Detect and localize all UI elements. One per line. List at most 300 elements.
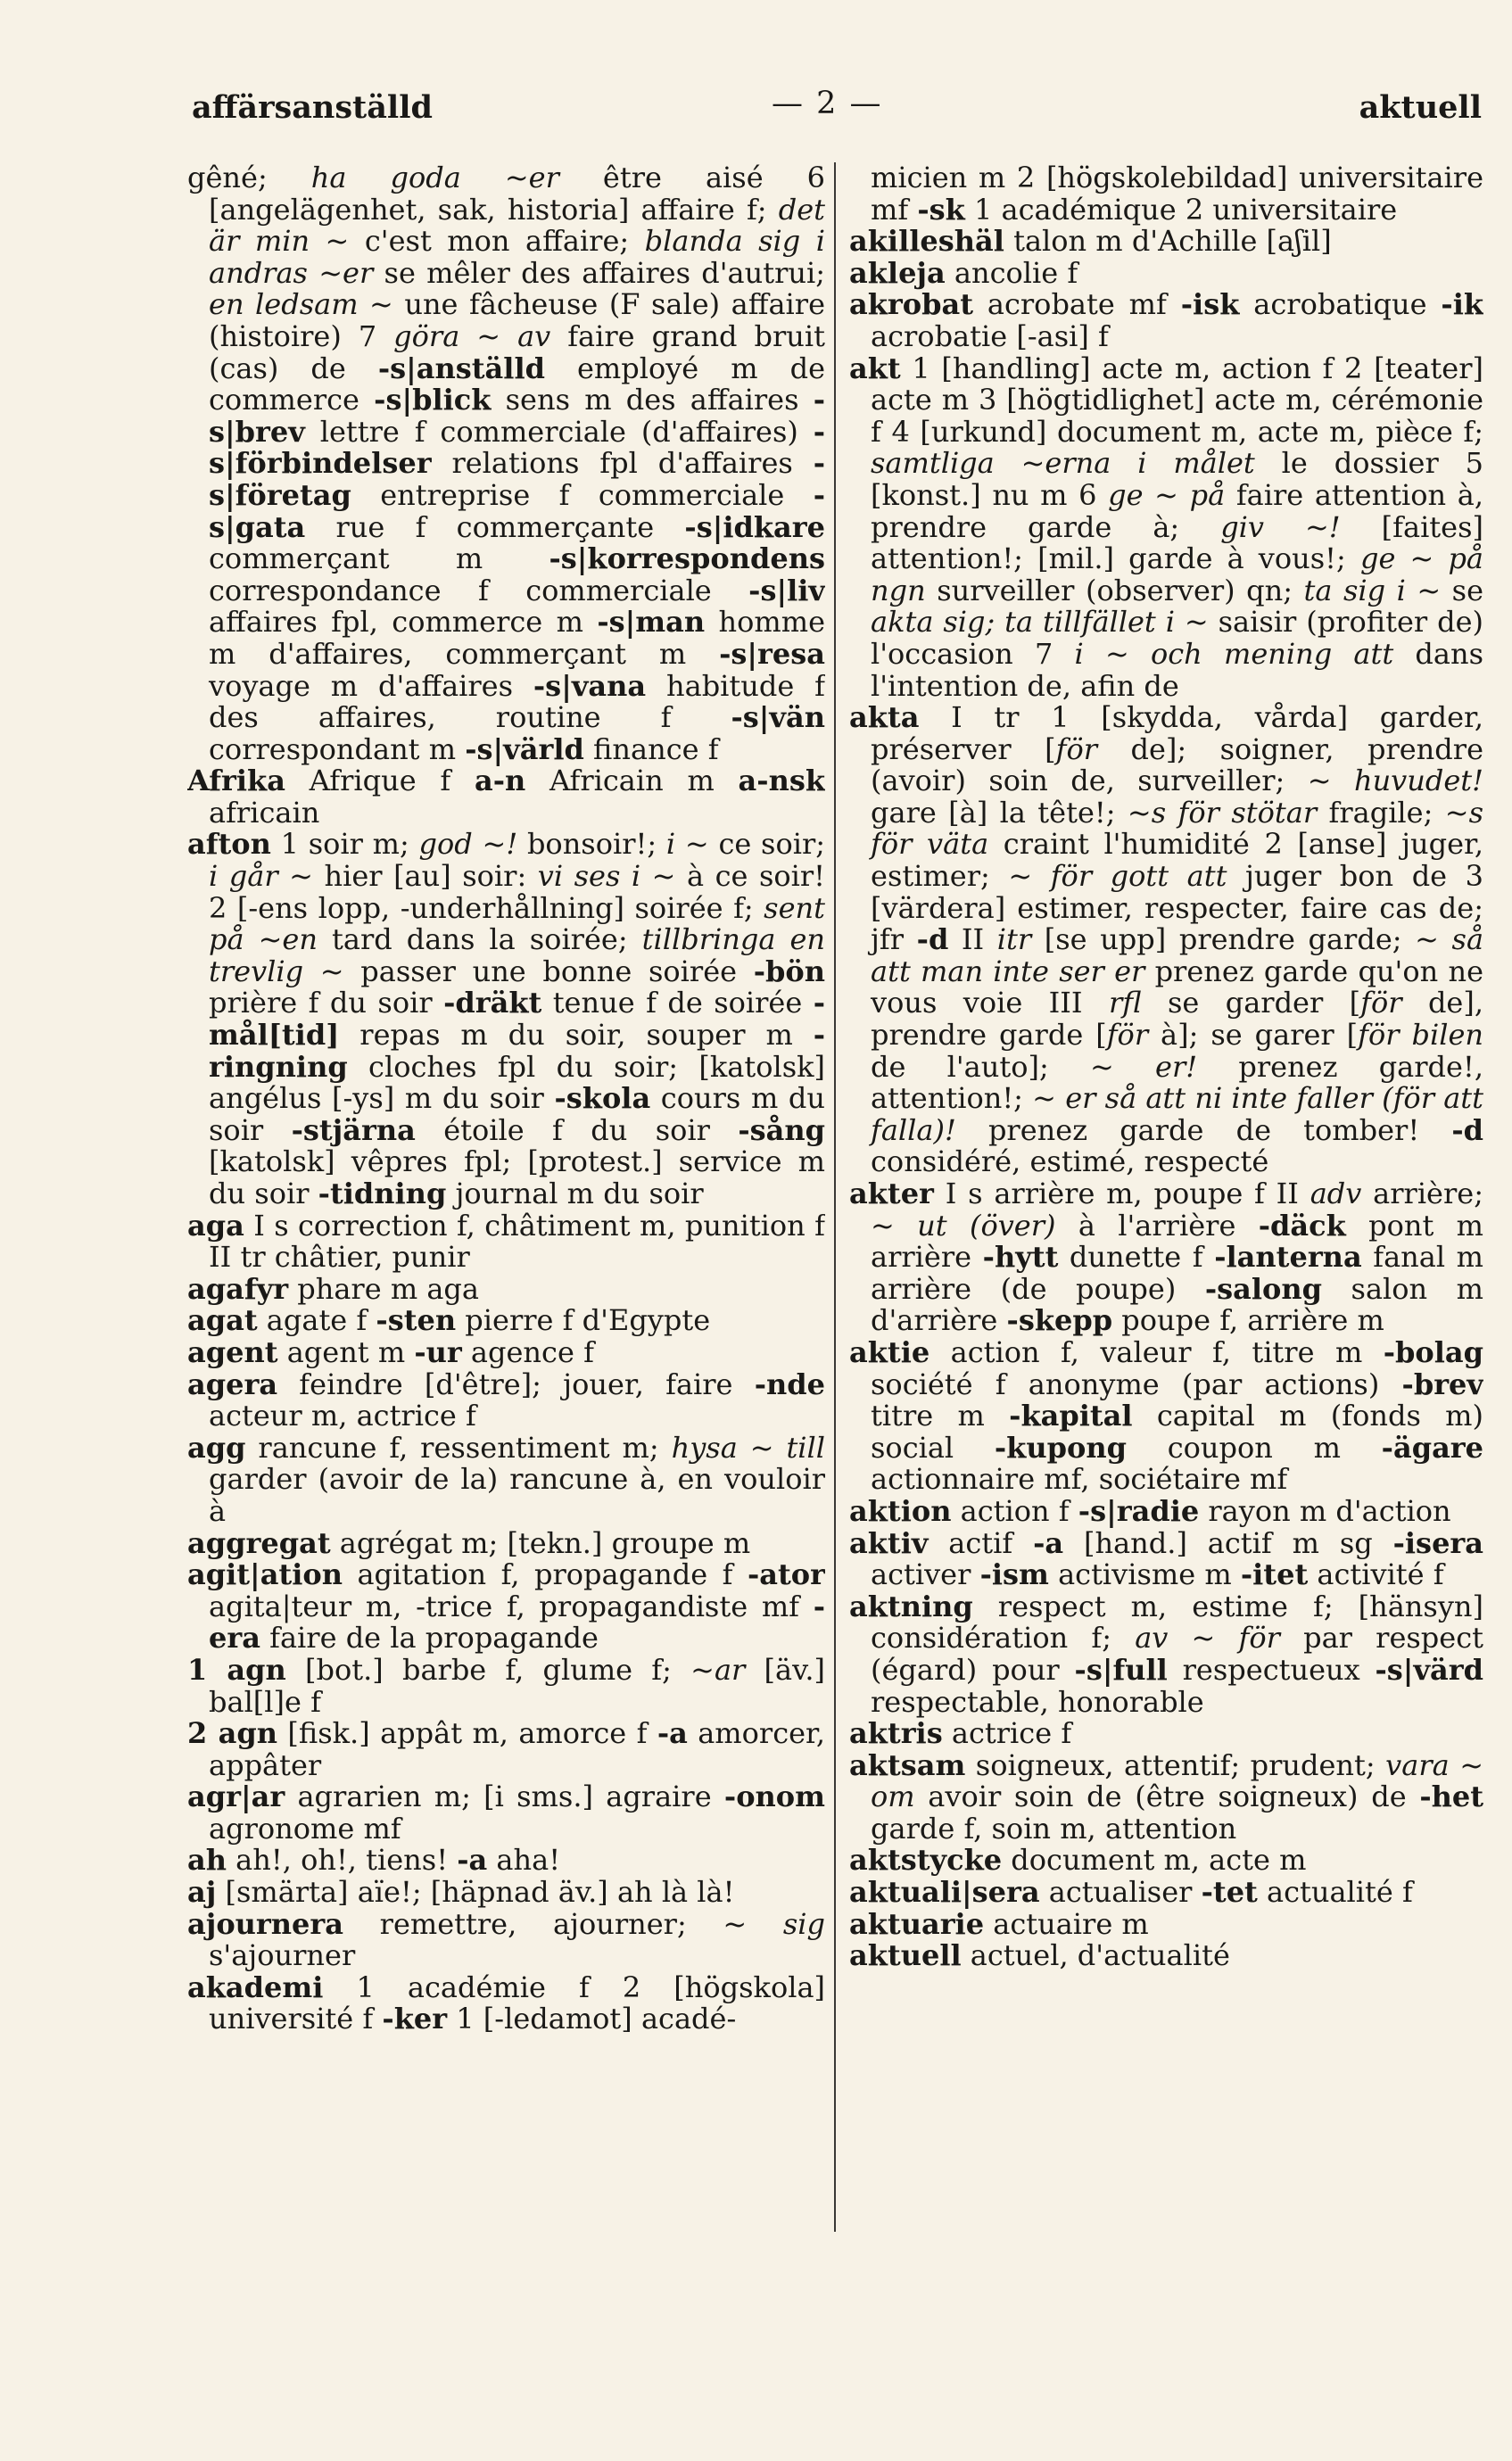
- definition-text: juger bon de 3 [värdera] estimer, respecter, faire cas de; jfr: [871, 859, 1483, 957]
- headword: -däck: [1258, 1208, 1346, 1243]
- headword: -lanterna: [1214, 1240, 1362, 1275]
- headword: -a: [1033, 1525, 1064, 1560]
- dictionary-entry: [187, 1369, 825, 1433]
- headword: agit|ation: [187, 1557, 343, 1592]
- headword: -ur: [414, 1334, 462, 1369]
- definition-text: s'ajourner: [209, 1938, 356, 1973]
- definition-text: soigneux, attentif; prudent;: [965, 1747, 1386, 1782]
- definition-text: rancune f, ressentiment m;: [245, 1430, 672, 1465]
- headword: -ik: [1441, 287, 1483, 322]
- dictionary-entry: [849, 353, 1483, 703]
- definition-text: aha!: [487, 1843, 561, 1878]
- example-phrase: itr: [996, 922, 1032, 957]
- definition-text: à l'arrière: [1055, 1208, 1259, 1243]
- dictionary-entry: [187, 1972, 825, 2036]
- headword: -dräkt: [443, 986, 542, 1020]
- definition-text: cloches fpl du soir; [katolsk] angélus [-ys] m du soir: [209, 1049, 825, 1116]
- definition-text: prenez garde de tomber!: [955, 1112, 1452, 1147]
- dictionary-entry: [187, 1210, 825, 1274]
- definition-text: fanal m arrière (de poupe): [871, 1240, 1483, 1306]
- example-phrase: det är min ~: [209, 192, 825, 259]
- definition-text: [fisk.] appât m, amorce f: [277, 1716, 657, 1751]
- dictionary-entry: [849, 1747, 1483, 1846]
- dictionary-entry: [849, 1525, 1483, 1592]
- dictionary-entry: [187, 162, 825, 765]
- headword: -kapital: [1009, 1399, 1133, 1433]
- definition-text: poupe f, arrière m: [1112, 1303, 1384, 1338]
- definition-text: par respect (égard) pour: [871, 1621, 1483, 1687]
- headword: -tidning: [318, 1177, 447, 1210]
- definition-text: c'est mon affaire;: [349, 224, 645, 259]
- example-phrase: ~ så att man inte ser er: [871, 922, 1483, 988]
- definition-text: respectueux: [1167, 1652, 1376, 1687]
- definition-text: activisme m: [1048, 1557, 1241, 1592]
- example-phrase: sent på ~en: [209, 890, 825, 957]
- definition-text: garder (avoir de la) rancune à, en vouloir à: [209, 1462, 825, 1528]
- example-phrase: rfl: [1108, 986, 1142, 1020]
- headword: -stjärna: [291, 1112, 416, 1147]
- definition-text: 1 soir m;: [270, 827, 419, 862]
- definition-text: I s correction f, châtiment m, punition f II tr châtier, punir: [209, 1208, 825, 1275]
- example-phrase: ~ för gott att: [1008, 859, 1227, 894]
- headword: -skola: [554, 1081, 651, 1116]
- headword: -s|anställd: [377, 351, 545, 385]
- definition-text: amorcer, appâter: [209, 1716, 825, 1782]
- dictionary-entry: [849, 1877, 1483, 1909]
- headword: -sång: [738, 1112, 825, 1147]
- example-phrase: i ~: [665, 827, 709, 862]
- headword: -kupong: [994, 1430, 1127, 1465]
- dictionary-entry: [849, 1718, 1483, 1750]
- example-phrase: adv: [1310, 1177, 1362, 1210]
- definition-text: employé m de commerce: [209, 351, 825, 417]
- definition-text: respect m, estime f; [hänsyn] considération f;: [871, 1589, 1483, 1656]
- headword: -a: [657, 1716, 688, 1751]
- example-phrase: vara ~ om: [871, 1747, 1483, 1814]
- definition-text: garde f, soin m, attention: [871, 1811, 1237, 1846]
- definition-text: acrobate mf: [973, 287, 1181, 322]
- headword: -era: [209, 1589, 825, 1656]
- dictionary-entry: [187, 1652, 825, 1719]
- headword: ajournera: [187, 1906, 343, 1941]
- definition-text: actuel, d'actualité: [961, 1938, 1230, 1973]
- definition-text: [hand.] actif m sg: [1063, 1525, 1393, 1560]
- definition-text: II: [948, 922, 997, 957]
- definition-text: I tr 1 [skydda, vårda] garder, préserver [: [871, 700, 1483, 766]
- definition-text: I s arrière m, poupe f II: [933, 1177, 1310, 1210]
- example-phrase: akta sig; ta tillfället i ~: [871, 605, 1209, 640]
- headword: akt: [849, 351, 901, 385]
- dictionary-entry: [187, 1781, 825, 1845]
- definition-text: commerçant m: [209, 541, 549, 576]
- dictionary-entry: [187, 1559, 825, 1655]
- headword: -hytt: [982, 1240, 1059, 1275]
- definition-text: feindre [d'être]; jouer, faire: [277, 1367, 755, 1401]
- definition-text: micien m 2 [högskolebildad] universitaire mf: [871, 162, 1483, 227]
- definition-text: ah!, oh!, tiens!: [227, 1843, 458, 1878]
- headword: ah: [187, 1843, 227, 1878]
- headword: -s|värld: [465, 731, 584, 766]
- headword: a-nsk: [738, 764, 825, 798]
- headword: akleja: [849, 255, 946, 290]
- dictionary-entry: [849, 1906, 1483, 1941]
- page-number: — 2 —: [772, 86, 883, 121]
- example-phrase: vi ses i ~: [537, 859, 676, 894]
- definition-text: finance f: [583, 731, 719, 766]
- headword: aktris: [849, 1716, 943, 1751]
- definition-text: saisir (profiter de) l'occasion 7: [871, 605, 1483, 671]
- left-guide-word: affärsanställd: [192, 89, 433, 126]
- definition-text: sens m des affaires: [491, 383, 814, 417]
- headword: aktiv: [849, 1525, 929, 1560]
- definition-text: se mêler des affaires d'autrui;: [373, 255, 825, 290]
- definition-text: actif: [928, 1525, 1034, 1560]
- dictionary-entry: [187, 1525, 825, 1560]
- example-phrase: ge ~ på ngn: [871, 541, 1483, 607]
- headword: -ator: [748, 1557, 825, 1592]
- headword: akta: [849, 700, 920, 735]
- page-header: [0, 82, 1512, 136]
- definition-text: agitation f, propagande f: [342, 1557, 748, 1592]
- definition-text: 1 académie f 2 [högskola] université f: [209, 1970, 825, 2036]
- dictionary-entry: [849, 289, 1483, 352]
- headword: agg: [187, 1430, 246, 1465]
- definition-text: bonsoir!;: [517, 827, 666, 862]
- headword: -onom: [723, 1780, 825, 1814]
- headword: aggregat: [187, 1525, 331, 1560]
- dictionary-entry: [849, 1334, 1483, 1497]
- definition-text: entreprise f commerciale: [351, 477, 814, 512]
- definition-text: étoile f du soir: [415, 1112, 739, 1147]
- definition-text: se garder [: [1141, 986, 1361, 1020]
- headword: aktie: [849, 1334, 930, 1369]
- example-phrase: för: [1106, 1018, 1149, 1053]
- definition-text: prière f du soir: [209, 986, 444, 1020]
- headword: -s|företag: [209, 446, 825, 512]
- headword: -a: [457, 1843, 488, 1878]
- definition-text: lettre f commerciale (d'affaires): [304, 414, 814, 449]
- definition-text: fragile;: [1317, 795, 1445, 830]
- headword: akter: [849, 1177, 934, 1210]
- example-phrase: samtliga ~erna i målet: [871, 446, 1255, 481]
- headword: -ker: [382, 2002, 448, 2036]
- definition-text: journal m du soir: [446, 1177, 704, 1210]
- dictionary-entry: [849, 162, 1483, 226]
- dictionary-entry: [849, 1493, 1483, 1528]
- example-phrase: ~ sig: [723, 1906, 825, 1941]
- headword: agr|ar: [187, 1780, 285, 1814]
- definition-text: actualiser: [1039, 1875, 1202, 1910]
- dictionary-entry: [849, 255, 1483, 290]
- dictionary-entry: [187, 765, 825, 829]
- right-guide-word: aktuell: [1359, 89, 1482, 126]
- headword: aktstycke: [849, 1843, 1003, 1878]
- definition-text: acrobatie [-asi] f: [871, 318, 1109, 353]
- headword: -tet: [1201, 1875, 1258, 1910]
- dictionary-entry: [849, 1591, 1483, 1718]
- headword: afton: [187, 827, 271, 862]
- definition-text: rue f commerçante: [305, 509, 685, 544]
- definition-text: actuaire m: [984, 1906, 1149, 1941]
- headword: -s|vän: [731, 700, 825, 735]
- example-phrase: tillbringa en trevlig ~: [209, 922, 825, 988]
- headword: -s|idkare: [684, 509, 825, 544]
- dictionary-entry: [187, 1877, 825, 1909]
- headword: -brev: [1401, 1367, 1483, 1401]
- headword: aj: [187, 1875, 217, 1910]
- definition-text: coupon m: [1126, 1430, 1382, 1465]
- dictionary-entry: [849, 702, 1483, 1178]
- definition-text: agate f: [257, 1303, 376, 1338]
- definition-text: ce soir;: [708, 827, 825, 862]
- dictionary-entry: [849, 1940, 1483, 1972]
- headword: -s|blick: [374, 383, 492, 417]
- headword: -d: [916, 922, 949, 957]
- definition-text: [äv.] bal[l]e f: [209, 1652, 825, 1719]
- definition-text: affaires fpl, commerce m: [209, 605, 598, 640]
- example-phrase: ~ar: [690, 1652, 746, 1687]
- definition-text: agronome mf: [209, 1811, 401, 1846]
- example-phrase: ta sig i ~: [1303, 573, 1442, 607]
- definition-text: actrice f: [942, 1716, 1072, 1751]
- headword: Afrika: [187, 764, 285, 798]
- headword: -salong: [1204, 1271, 1322, 1306]
- example-phrase: för: [1055, 731, 1098, 766]
- definition-text: une fâcheuse (F sale) affaire (histoire) 7: [209, 287, 825, 353]
- headword: -s|resa: [719, 636, 825, 671]
- example-phrase: ~ er!: [1089, 1049, 1198, 1084]
- definition-text: correspondance f commerciale: [209, 573, 749, 607]
- definition-text: ancolie f: [945, 255, 1078, 290]
- definition-text: activité f: [1308, 1557, 1444, 1592]
- definition-text: africain: [209, 795, 320, 830]
- definition-text: [katolsk] vêpres fpl; [protest.] service m du soir: [209, 1144, 825, 1210]
- example-phrase: ge ~ på: [1108, 477, 1226, 512]
- example-phrase: i ~ och mening att: [1074, 636, 1394, 671]
- definition-text: à]; se garer [: [1148, 1018, 1359, 1053]
- definition-text: agent m: [277, 1334, 415, 1369]
- dictionary-entry: [187, 829, 825, 1210]
- example-phrase: för bilen: [1358, 1018, 1483, 1053]
- headword: -mål[tid]: [209, 986, 825, 1053]
- definition-text: 1 [handling] acte m, action f 2 [teater] acte m 3 [högtidlighet] acte m, cérémonie f 4 [urkund] document m, acte m, pièce f;: [871, 351, 1483, 449]
- definition-text: respectable, honorable: [871, 1684, 1204, 1719]
- definition-text: voyage m d'affaires: [209, 668, 533, 703]
- definition-text: actionnaire mf, sociétaire mf: [871, 1462, 1288, 1497]
- headword: -s|korrespondens: [549, 541, 825, 576]
- headword: aktuell: [849, 1938, 962, 1973]
- headword: -d: [1451, 1112, 1483, 1147]
- definition-text: correspondant m: [209, 731, 466, 766]
- headword: -bolag: [1383, 1334, 1483, 1369]
- example-phrase: ~ er så att ni inte faller (för att falla)!: [871, 1081, 1483, 1147]
- definition-text: gêné;: [187, 162, 311, 194]
- definition-text: Africain m: [525, 764, 739, 798]
- definition-text: habitude f des affaires, routine f: [209, 668, 825, 735]
- headword: aktning: [849, 1589, 973, 1623]
- column-divider: [834, 162, 836, 2232]
- example-phrase: blanda sig i andras ~er: [209, 224, 825, 290]
- headword: -nde: [754, 1367, 825, 1401]
- definition-text: être aisé 6 [angelägenhet, sak, historia] affaire f;: [209, 162, 825, 227]
- definition-text: relations fpl d'affaires: [431, 446, 814, 481]
- definition-text: prenez garde qu'on ne vous voie III: [871, 954, 1483, 1020]
- definition-text: document m, acte m: [1002, 1843, 1307, 1878]
- headword: agat: [187, 1303, 258, 1338]
- definition-text: tenue f de soirée: [541, 986, 814, 1020]
- definition-text: activer: [871, 1557, 980, 1592]
- headword: 1 agn: [187, 1652, 286, 1687]
- definition-text: 1 académique 2 universitaire: [964, 192, 1398, 227]
- headword: -s|vana: [533, 668, 647, 703]
- dictionary-entry: [187, 1430, 825, 1528]
- headword: -s|man: [597, 605, 706, 640]
- definition-text: actualité f: [1257, 1875, 1413, 1910]
- left-column: [187, 162, 825, 2428]
- headword: -itet: [1240, 1557, 1309, 1592]
- definition-text: avoir soin de (être soigneux) de: [914, 1780, 1420, 1814]
- definition-text: agrarien m; [i sms.] agraire: [285, 1780, 724, 1814]
- definition-text: action f, valeur f, titre m: [930, 1334, 1384, 1369]
- definition-text: repas m du soir, souper m: [339, 1018, 814, 1053]
- dictionary-entry: [187, 1305, 825, 1337]
- definition-text: surveiller (observer) qn;: [925, 573, 1304, 607]
- definition-text: acteur m, actrice f: [209, 1399, 476, 1433]
- headword: aga: [187, 1208, 244, 1243]
- definition-text: considéré, estimé, respecté: [871, 1144, 1269, 1179]
- definition-text: Afrique f: [285, 764, 475, 798]
- headword: -s|liv: [748, 573, 825, 607]
- example-phrase: hysa ~ till: [671, 1430, 825, 1465]
- headword: aktuali|sera: [849, 1875, 1040, 1910]
- definition-text: faire de la propagande: [260, 1621, 599, 1656]
- definition-text: pont m arrière: [871, 1208, 1483, 1275]
- definition-text: [smärta] aïe!; [häpnad äv.] ah là là!: [216, 1875, 735, 1910]
- headword: aktion: [849, 1493, 952, 1528]
- definition-text: faire attention à, prendre garde à;: [871, 477, 1483, 544]
- dictionary-entry: [849, 1845, 1483, 1877]
- definition-text: pierre f d'Egypte: [456, 1303, 711, 1338]
- definition-text: agence f: [461, 1334, 594, 1369]
- headword: 2 agn: [187, 1716, 277, 1751]
- example-phrase: god ~!: [418, 827, 518, 862]
- dictionary-entry: [187, 1718, 825, 1781]
- dictionary-entry: [849, 226, 1483, 258]
- dictionary-entry: [187, 1906, 825, 1973]
- headword: aktuarie: [849, 1906, 985, 1941]
- definition-text: prenez garde!, attention!;: [871, 1049, 1483, 1116]
- definition-text: homme m d'affaires, commerçant m: [209, 605, 825, 671]
- headword: -bön: [753, 954, 825, 988]
- definition-text: rayon m d'action: [1199, 1493, 1451, 1528]
- example-phrase: av ~ för: [1135, 1621, 1280, 1656]
- definition-text: de]; soigner, prendre (avoir) soin de, surveiller;: [871, 731, 1483, 798]
- definition-text: [faites] attention!; [mil.] garde à vous!;: [871, 509, 1483, 576]
- dictionary-entry: [849, 1178, 1483, 1337]
- headword: -s|värd: [1375, 1652, 1483, 1687]
- headword: aktsam: [849, 1747, 966, 1782]
- example-phrase: ~s för väta: [871, 795, 1483, 862]
- dictionary-entry: [187, 1845, 825, 1877]
- definition-text: cours m du soir: [209, 1081, 825, 1147]
- right-column: [849, 162, 1483, 2428]
- headword: -sten: [376, 1303, 457, 1338]
- definition-text: agrégat m; [tekn.] groupe m: [330, 1525, 751, 1560]
- headword: akilleshäl: [849, 224, 1004, 259]
- definition-text: craint l'humidité 2 [anse] juger, estimer;: [871, 827, 1483, 894]
- example-phrase: ~ ut (över): [871, 1208, 1056, 1243]
- example-phrase: ha goda ~er: [310, 162, 559, 194]
- example-phrase: giv ~!: [1220, 509, 1341, 544]
- definition-text: [bot.] barbe f, glume f;: [285, 1652, 691, 1687]
- dictionary-entry: [187, 1334, 825, 1369]
- definition-text: dunette f: [1058, 1240, 1215, 1275]
- example-phrase: ~s för stötar: [1127, 795, 1318, 830]
- definition-text: acrobatique: [1239, 287, 1442, 322]
- example-phrase: ~ huvudet!: [1307, 764, 1483, 798]
- definition-text: tard dans la soirée;: [317, 922, 642, 957]
- definition-text: phare m aga: [288, 1271, 479, 1306]
- definition-text: passer une bonne soirée: [343, 954, 754, 988]
- headword: -het: [1419, 1780, 1483, 1814]
- headword: -s|radie: [1078, 1493, 1200, 1528]
- definition-text: gare [à] la tête!;: [871, 795, 1128, 830]
- headword: -ism: [979, 1557, 1049, 1592]
- example-phrase: en ledsam ~: [209, 287, 393, 322]
- headword: agent: [187, 1334, 278, 1369]
- headword: akademi: [187, 1970, 324, 2004]
- definition-text: hier [au] soir:: [312, 859, 538, 894]
- headword: -s|gata: [209, 477, 825, 544]
- headword: -s|brev: [209, 383, 825, 449]
- headword: -isera: [1392, 1525, 1483, 1560]
- definition-text: se: [1441, 573, 1483, 607]
- headword: akrobat: [849, 287, 973, 322]
- definition-text: [se upp] prendre garde;: [1031, 922, 1416, 957]
- dictionary-entry: [187, 1271, 825, 1306]
- example-phrase: i går ~: [209, 859, 313, 894]
- definition-text: société f anonyme (par actions): [871, 1367, 1402, 1401]
- definition-text: agita|teur m, -trice f, propagandiste mf: [209, 1589, 814, 1623]
- headword: -sk: [917, 192, 965, 227]
- example-phrase: göra ~ av: [393, 318, 551, 353]
- headword: -ringning: [209, 1018, 825, 1084]
- definition-text: talon m d'Achille [aʃil]: [1004, 224, 1332, 259]
- definition-text: remettre, ajourner;: [343, 1906, 723, 1941]
- headword: -s|förbindelser: [209, 414, 825, 481]
- definition-text: à ce soir! 2 [-ens lopp, -underhållning] soirée f;: [209, 859, 825, 925]
- definition-text: faire grand bruit (cas) de: [209, 318, 825, 385]
- definition-text: capital m (fonds m) social: [871, 1399, 1483, 1465]
- definition-text: le dossier 5 [konst.] nu m 6: [871, 446, 1483, 512]
- headword: agera: [187, 1367, 278, 1401]
- definition-text: action f: [951, 1493, 1078, 1528]
- definition-text: 1 [-ledamot] acadé-: [447, 2002, 737, 2036]
- headword: agafyr: [187, 1271, 289, 1306]
- headword: -s|full: [1074, 1652, 1168, 1687]
- definition-text: de], prendre garde [: [871, 986, 1483, 1053]
- definition-text: salon m d'arrière: [871, 1271, 1483, 1338]
- definition-text: arrière;: [1361, 1177, 1483, 1210]
- headword: -isk: [1180, 287, 1240, 322]
- headword: a-n: [474, 764, 526, 798]
- definition-text: dans l'intention de, afin de: [871, 636, 1483, 703]
- headword: -ägare: [1381, 1430, 1483, 1465]
- definition-text: titre m: [871, 1399, 1010, 1433]
- headword: -skepp: [1006, 1303, 1113, 1338]
- example-phrase: för: [1360, 986, 1402, 1020]
- definition-text: de l'auto];: [871, 1049, 1090, 1084]
